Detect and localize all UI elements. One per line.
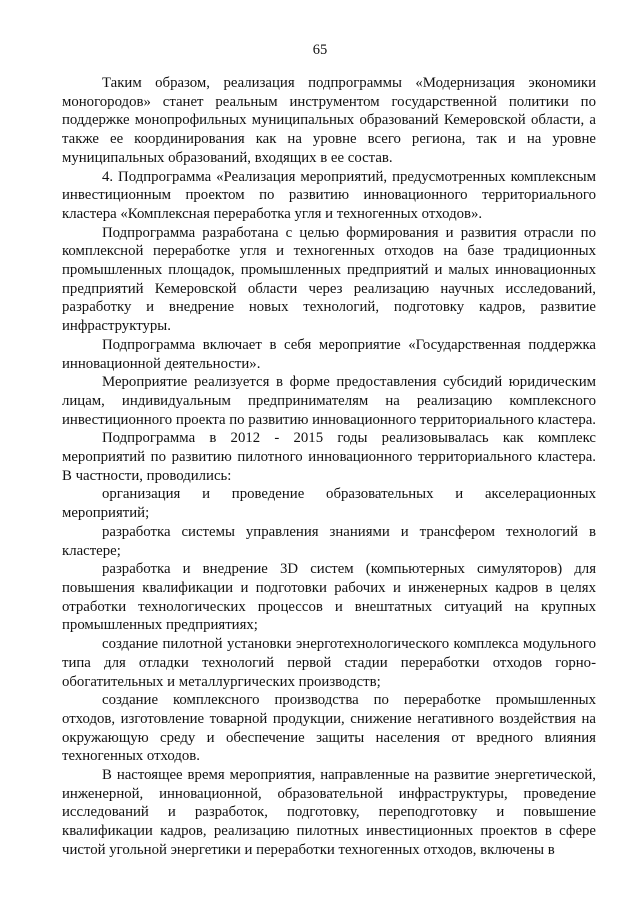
- list-item-education-events: организация и проведение образовательных и акселерационных мероприятий;: [62, 486, 596, 522]
- list-item-knowledge-management: разработка системы управления знаниями и трансфером технологий в кластере;: [62, 523, 596, 559]
- paragraph-subprogram-measure: Подпрограмма включает в себя мероприятие «Государственная поддержка инновационной деятельности».: [62, 336, 596, 372]
- list-item-waste-processing: создание комплексного производства по переработке промышленных отходов, изготовление товарной продукции, снижение негативного воздействия на окружающую среду и обеспечение защиты населения от вредного влияния техногенных отходов.: [62, 692, 596, 765]
- paragraph-subsidies: Мероприятие реализуется в форме предоставления субсидий юридическим лицам, индивидуальным предпринимателям на реализацию комплексного инвестиционного проекта по развитию инновационного территориального кластера.: [62, 374, 597, 428]
- paragraph-current-measures: В настоящее время мероприятия, направленные на развитие энергетической, инженерной, инновационной, образовательной инфраструктуры, проведение исследований и разработок, подготовку, переподготовку и повышение квалификации кадров, реализацию пилотных инвестиционных проектов в сфере чистой угольной энергетики и переработки техногенных отходов, включены в: [62, 767, 596, 858]
- paragraph-2012-2015: Подпрограмма в 2012 - 2015 годы реализовывалась как комплекс мероприятий по развитию пилотного инновационного территориального кластера. В частности, проводились:: [62, 430, 596, 484]
- page-number: 65: [312, 42, 328, 58]
- body-text: [62, 74, 596, 860]
- paragraph-subprogram-purpose: Подпрограмма разработана с целью формирования и развития отрасли по комплексной переработке угля и техногенных отходов на базе традиционных промышленных площадок, промышленных предприятий и малых инновационных предприятий Кемеровской области через реализацию научных исследований, разработку и внедрение новых технологий, подготовку кадров, развитие инфраструктуры.: [62, 224, 596, 335]
- paragraph-subprogram-4-title: 4. Подпрограмма «Реализация мероприятий, предусмотренных комплексным инвестиционным проектом по развитию инновационного территориального кластера «Комплексная переработка угля и техногенных отходов».: [62, 168, 596, 222]
- list-item-pilot-installation: создание пилотной установки энерготехнологического комплекса модульного типа для отладки технологий первой стадии переработки отходов горно-обогатительных и металлургических производств;: [62, 636, 596, 690]
- list-item-3d-systems: разработка и внедрение 3D систем (компьютерных симуляторов) для повышения квалификации и подготовки рабочих и инженерных кадров в целях отработки технологических процессов и внештатных ситуаций на крупных промышленных предприятиях;: [62, 561, 596, 634]
- paragraph-monotowns-summary: Таким образом, реализация подпрограммы «Модернизация экономики моногородов» станет реальным инструментом государственной политики по поддержке монопрофильных муниципальных образований Кемеровской области, а также ее координирования как на уровне всего региона, так и на уровне муниципальных образований, входящих в ее состав.: [62, 75, 596, 166]
